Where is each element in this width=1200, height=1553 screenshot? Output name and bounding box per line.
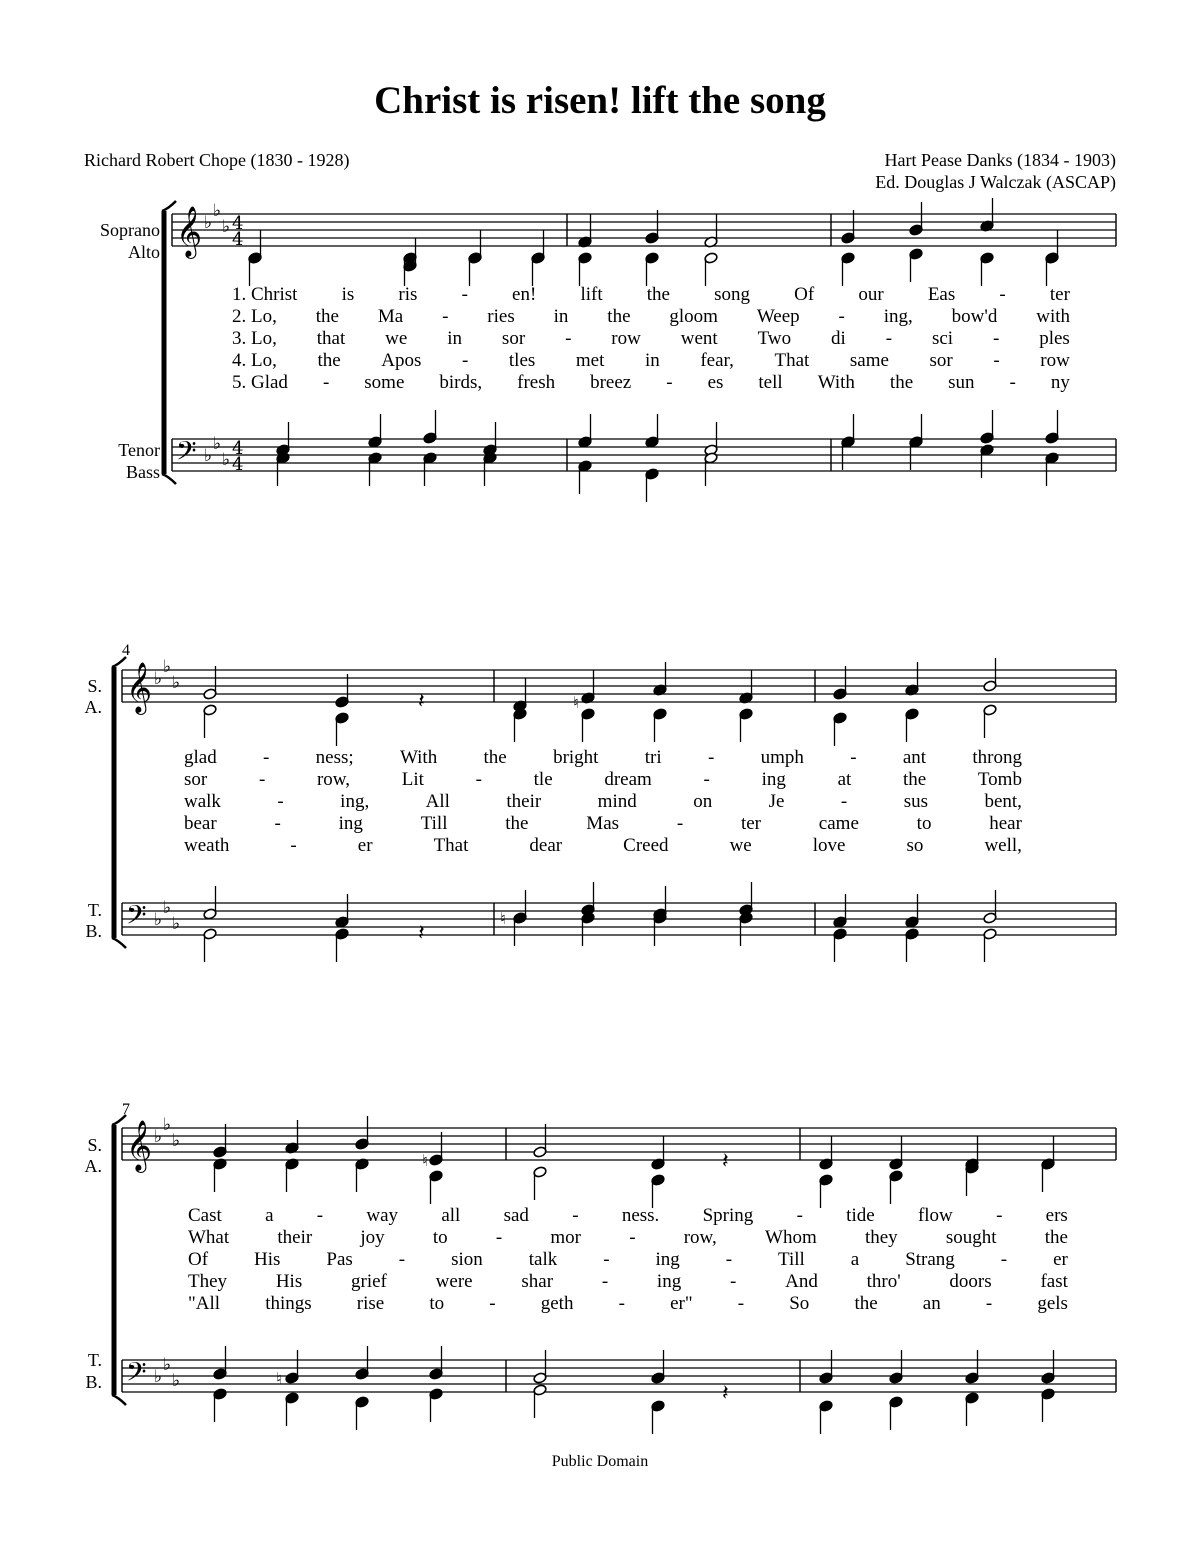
- lyric-syllable: With: [817, 372, 855, 393]
- lyric-syllable: the: [317, 350, 341, 371]
- measure-number: 7: [122, 1101, 130, 1118]
- lyric-syllable: a: [850, 1249, 860, 1270]
- lyric-syllable: row: [1040, 350, 1070, 371]
- lyric-syllable: en!: [512, 284, 537, 305]
- lyric-syllable: With: [399, 747, 438, 768]
- bracket-hook: [112, 1115, 126, 1125]
- flat-icon: ♭: [172, 673, 181, 693]
- lyric-syllable: -: [985, 1293, 993, 1314]
- lyric-syllable: ter: [740, 813, 761, 834]
- bass-clef-icon: 𝄢: [126, 899, 147, 937]
- lyric-syllable: -: [398, 1249, 406, 1270]
- lyric-line: [184, 813, 1022, 835]
- treble-clef-icon: 𝄞: [176, 206, 203, 257]
- lyric-syllable: -: [565, 328, 572, 349]
- lyric-line: [232, 372, 1070, 394]
- lyric-syllable: -: [263, 747, 270, 768]
- flat-icon: ♭: [213, 434, 222, 454]
- lyric-syllable: -: [840, 791, 848, 812]
- lyric-syllable: -: [850, 747, 857, 768]
- lyric-syllable: ny: [1050, 372, 1070, 393]
- lyric-syllable: well,: [984, 835, 1022, 856]
- lyric-syllable: Strang: [905, 1249, 955, 1270]
- bass-label: Bass: [125, 462, 160, 482]
- flat-icon: ♭: [163, 1355, 172, 1375]
- lyric-line: [232, 306, 1070, 328]
- lyric-syllable: ing: [338, 813, 363, 834]
- flat-icon: ♭: [154, 1367, 163, 1387]
- lyric-syllable: sor: [929, 350, 953, 371]
- lyric-syllable: at: [837, 769, 852, 790]
- lyric-syllable: Spring: [702, 1205, 754, 1226]
- lyric-syllable: Of: [188, 1249, 209, 1270]
- lyric-syllable: What: [188, 1227, 230, 1248]
- flat-icon: ♭: [204, 446, 213, 466]
- lyric-syllable: sought: [945, 1227, 997, 1248]
- lyric-syllable: talk: [528, 1249, 558, 1270]
- lyric-syllable: the: [505, 813, 529, 834]
- lyric-syllable: -: [729, 1271, 737, 1292]
- lyric-syllable: tle: [533, 769, 553, 790]
- tenor-label: Tenor: [118, 440, 160, 460]
- lyric-syllable: -: [290, 835, 297, 856]
- flat-icon: ♭: [172, 1131, 181, 1151]
- lyric-syllable: fresh: [517, 372, 556, 393]
- quarter-rest-icon: 𝄽: [418, 921, 425, 946]
- lyric-syllable: -: [322, 372, 330, 393]
- lyric-syllable: -: [703, 769, 710, 790]
- lyric-syllable: -: [461, 350, 469, 371]
- flat-icon: ♭: [213, 201, 222, 221]
- lyric-syllable: es: [707, 372, 724, 393]
- lyric-syllable: grief: [351, 1271, 387, 1292]
- lyric-syllable: ing,: [340, 791, 370, 812]
- copyright-footer: Public Domain: [551, 1453, 649, 1470]
- bass-abbr-label: B.: [85, 1372, 102, 1392]
- lyric-syllable: lift: [580, 284, 603, 305]
- lyric-syllable: 3. Lo,: [232, 328, 277, 349]
- lyric-syllable: -: [277, 791, 284, 812]
- lyric-syllable: doors: [949, 1271, 992, 1292]
- lyric-syllable: sor: [501, 328, 526, 349]
- lyric-syllable: row: [611, 328, 641, 349]
- lyric-syllable: to: [429, 1293, 445, 1314]
- lyric-syllable: That: [774, 350, 810, 371]
- alto-abbr-label: A.: [84, 697, 102, 717]
- lyric-syllable: their: [277, 1227, 313, 1248]
- lyric-syllable: mind: [597, 791, 637, 812]
- lyric-syllable: Till: [778, 1249, 805, 1270]
- lyric-syllable: -: [618, 1293, 625, 1314]
- lyric-syllable: Ma: [377, 306, 404, 327]
- lyric-syllable: fast: [1040, 1271, 1068, 1292]
- lyric-syllable: sun: [948, 372, 975, 393]
- lyric-syllable: -: [737, 1293, 745, 1314]
- lyric-syllable: -: [838, 306, 845, 327]
- lyric-syllable: -: [629, 1227, 636, 1248]
- time-signature-numerator: 4: [232, 438, 244, 459]
- lyric-syllable: ing: [761, 769, 786, 790]
- lyric-syllable: umph: [760, 747, 804, 768]
- lyric-syllable: sus: [903, 791, 928, 812]
- lyric-syllable: rise: [356, 1293, 385, 1314]
- soprano-abbr-label: S.: [87, 676, 102, 696]
- lyric-syllable: Of: [794, 284, 815, 305]
- flat-icon: ♭: [204, 213, 213, 233]
- soprano-abbr-label: S.: [87, 1135, 102, 1155]
- bass-clef-icon: 𝄢: [176, 435, 197, 473]
- bass-clef-icon: 𝄢: [126, 1356, 147, 1394]
- lyric-syllable: ness.: [621, 1205, 660, 1226]
- lyric-syllable: -: [992, 328, 1000, 349]
- lyric-syllable: walk: [184, 791, 221, 812]
- lyric-syllable: ing: [656, 1271, 682, 1292]
- lyric-syllable: "All: [188, 1293, 221, 1314]
- lyric-syllable: Pas: [326, 1249, 353, 1270]
- lyric-syllable: -: [1009, 372, 1016, 393]
- lyric-syllable: 1. Christ: [232, 284, 298, 305]
- flat-icon: ♭: [163, 898, 172, 918]
- lyric-syllable: Lit: [401, 769, 424, 790]
- lyric-syllable: mor: [550, 1227, 581, 1248]
- lyric-syllable: tri: [644, 747, 662, 768]
- lyric-syllable: 4. Lo,: [232, 350, 277, 371]
- lyric-syllable: breez: [590, 372, 632, 393]
- lyric-syllable: the: [607, 306, 631, 327]
- lyric-syllable: er": [670, 1293, 693, 1314]
- flat-icon: ♭: [163, 1115, 172, 1135]
- lyric-syllable: some: [364, 372, 405, 393]
- lyric-syllable: came: [818, 813, 859, 834]
- lyric-syllable: their: [506, 791, 542, 812]
- bracket-hook: [112, 657, 126, 667]
- poet-credit: Hart Pease Danks (1834 - 1903): [884, 150, 1116, 170]
- lyric-syllable: ers: [1045, 1205, 1068, 1226]
- tenor-abbr-label: T.: [87, 1350, 102, 1370]
- lyric-syllable: Apos: [381, 350, 422, 371]
- lyric-line: [188, 1227, 1068, 1249]
- lyric-syllable: that: [316, 328, 346, 349]
- lyric-syllable: dream: [604, 769, 652, 790]
- lyric-syllable: They: [188, 1271, 228, 1292]
- lyric-line: [184, 769, 1022, 791]
- lyric-syllable: -: [495, 1227, 503, 1248]
- lyric-syllable: joy: [360, 1227, 385, 1248]
- bracket-hook: [162, 201, 176, 211]
- soprano-label: Soprano: [100, 220, 160, 240]
- lyric-syllable: the: [902, 769, 927, 790]
- natural-icon: ♮: [276, 1369, 282, 1388]
- flat-icon: ♭: [154, 910, 163, 930]
- lyric-syllable: throng: [972, 747, 1022, 768]
- time-signature-numerator: 4: [232, 213, 244, 234]
- lyric-syllable: we: [729, 835, 752, 856]
- lyric-syllable: row,: [316, 769, 351, 790]
- lyric-syllable: we: [385, 328, 408, 349]
- lyric-syllable: -: [885, 328, 893, 349]
- lyric-syllable: in: [553, 306, 569, 327]
- alto-label: Alto: [127, 242, 160, 262]
- tenor-abbr-label: T.: [87, 900, 102, 920]
- lyric-syllable: -: [274, 813, 281, 834]
- lyric-syllable: Je: [768, 791, 785, 812]
- lyric-syllable: 2. Lo,: [232, 306, 277, 327]
- lyric-syllable: things: [265, 1293, 312, 1314]
- lyric-syllable: ing,: [883, 306, 913, 327]
- time-signature-denominator: 4: [232, 229, 244, 250]
- lyric-syllable: 5. Glad: [232, 372, 288, 393]
- lyric-syllable: di: [831, 328, 846, 349]
- lyric-syllable: -: [489, 1293, 496, 1314]
- lyric-syllable: gloom: [669, 306, 718, 327]
- lyric-syllable: er: [357, 835, 373, 856]
- lyric-syllable: in: [447, 328, 463, 349]
- lyric-syllable: in: [644, 350, 660, 371]
- lyric-syllable: shar: [521, 1271, 554, 1292]
- quarter-rest-icon: 𝄽: [722, 1381, 729, 1406]
- lyric-line: [184, 835, 1022, 857]
- lyric-syllable: were: [435, 1271, 473, 1292]
- lyric-syllable: the: [483, 747, 507, 768]
- lyric-syllable: to: [432, 1227, 448, 1248]
- lyric-syllable: went: [680, 328, 718, 349]
- lyric-syllable: birds,: [439, 372, 483, 393]
- alto-abbr-label: A.: [84, 1156, 102, 1176]
- lyric-syllable: bow'd: [951, 306, 998, 327]
- lyric-syllable: er: [1053, 1249, 1068, 1270]
- song-title: Christ is risen! lift the song: [374, 79, 826, 122]
- lyric-syllable: -: [725, 1249, 733, 1270]
- lyric-syllable: -: [475, 769, 482, 790]
- lyric-syllable: tell: [758, 372, 783, 393]
- lyric-syllable: all: [441, 1205, 461, 1226]
- lyric-syllable: way: [366, 1205, 399, 1226]
- lyric-syllable: ness;: [315, 747, 354, 768]
- lyric-line: [188, 1293, 1068, 1315]
- lyric-syllable: -: [601, 1271, 609, 1292]
- lyric-syllable: Eas: [927, 284, 956, 305]
- lyric-syllable: is: [341, 284, 355, 305]
- flat-icon: ♭: [154, 669, 163, 689]
- lyric-syllable: our: [858, 284, 884, 305]
- lyric-syllable: love: [812, 835, 846, 856]
- lyric-line: [188, 1205, 1068, 1227]
- lyric-syllable: the: [854, 1293, 878, 1314]
- lyric-line: [232, 328, 1070, 350]
- lyric-syllable: to: [916, 813, 932, 834]
- lyric-syllable: they: [864, 1227, 898, 1248]
- lyric-syllable: And: [785, 1271, 818, 1292]
- lyric-syllable: the: [315, 306, 339, 327]
- flat-icon: ♭: [154, 1127, 163, 1147]
- lyric-syllable: tide: [846, 1205, 875, 1226]
- lyric-syllable: Weep: [756, 306, 800, 327]
- lyric-syllable: row,: [683, 1227, 717, 1248]
- lyric-syllable: -: [707, 747, 715, 768]
- lyric-syllable: a: [265, 1205, 274, 1226]
- lyric-syllable: the: [1044, 1227, 1068, 1248]
- natural-icon: ♮: [500, 909, 506, 928]
- lyric-syllable: Mas: [586, 813, 620, 834]
- lyric-syllable: fear,: [700, 350, 734, 371]
- lyric-syllable: bright: [553, 747, 599, 768]
- lyric-syllable: Cast: [188, 1205, 222, 1226]
- treble-clef-icon: 𝄞: [126, 662, 153, 713]
- lyric-syllable: -: [603, 1249, 610, 1270]
- lyric-syllable: So: [789, 1293, 810, 1314]
- treble-clef-icon: 𝄞: [126, 1120, 153, 1171]
- flat-icon: ♭: [163, 657, 172, 677]
- lyric-syllable: the: [889, 372, 914, 393]
- lyric-syllable: -: [258, 769, 266, 790]
- quarter-rest-icon: 𝄽: [418, 689, 425, 714]
- lyric-syllable: tles: [508, 350, 536, 371]
- quarter-rest-icon: 𝄽: [722, 1149, 729, 1174]
- lyric-syllable: dear: [529, 835, 563, 856]
- lyric-syllable: Two: [757, 328, 792, 349]
- lyric-syllable: ter: [1049, 284, 1070, 305]
- lyric-syllable: ries: [487, 306, 515, 327]
- lyric-syllable: Tomb: [977, 769, 1022, 790]
- lyric-syllable: That: [433, 835, 469, 856]
- lyric-syllable: -: [676, 813, 684, 834]
- lyric-syllable: sor: [184, 769, 208, 790]
- lyric-syllable: -: [316, 1205, 324, 1226]
- lyric-syllable: ris: [398, 284, 418, 305]
- lyric-line: [184, 791, 1022, 813]
- natural-icon: ♮: [573, 693, 579, 712]
- bracket-hook: [162, 474, 176, 484]
- lyric-syllable: same: [849, 350, 889, 371]
- bracket-hook: [112, 938, 126, 948]
- lyric-syllable: song: [714, 284, 751, 305]
- lyric-syllable: -: [996, 1205, 1003, 1226]
- lyric-syllable: -: [796, 1205, 803, 1226]
- lyric-syllable: Whom: [765, 1227, 817, 1248]
- lyric-syllable: flow: [917, 1205, 953, 1226]
- lyric-syllable: -: [999, 284, 1006, 305]
- lyric-syllable: on: [693, 791, 713, 812]
- lyric-syllable: bent,: [984, 791, 1022, 812]
- lyric-syllable: gels: [1037, 1293, 1068, 1314]
- lyric-syllable: sci: [931, 328, 954, 349]
- flat-icon: ♭: [172, 1371, 181, 1391]
- lyric-syllable: bear: [184, 813, 217, 834]
- lyric-syllable: geth: [540, 1293, 574, 1314]
- editor-credit: Ed. Douglas J Walczak (ASCAP): [875, 172, 1116, 192]
- lyric-syllable: -: [1000, 1249, 1008, 1270]
- lyric-line: [188, 1271, 1068, 1293]
- lyric-syllable: hear: [989, 813, 1022, 834]
- lyric-line: [188, 1249, 1068, 1271]
- measure-number: 4: [122, 642, 130, 659]
- lyric-syllable: glad: [184, 747, 217, 768]
- lyric-syllable: His: [275, 1271, 303, 1292]
- flat-icon: ♭: [172, 914, 181, 934]
- lyric-syllable: ant: [902, 747, 927, 768]
- lyric-syllable: so: [906, 835, 924, 856]
- lyric-syllable: an: [922, 1293, 941, 1314]
- flat-icon: ♭: [222, 450, 231, 470]
- lyric-syllable: -: [461, 284, 468, 305]
- lyric-syllable: All: [425, 791, 450, 812]
- lyric-line: [232, 350, 1070, 372]
- lyric-syllable: ing: [655, 1249, 680, 1270]
- natural-icon: ♮: [422, 1151, 428, 1170]
- lyric-syllable: met: [575, 350, 605, 371]
- time-signature-denominator: 4: [232, 454, 244, 475]
- composer-credit: Richard Robert Chope (1830 - 1928): [84, 150, 350, 170]
- bass-abbr-label: B.: [85, 921, 102, 941]
- lyric-line: [184, 747, 1022, 769]
- lyric-syllable: Till: [420, 813, 448, 834]
- lyric-syllable: with: [1036, 306, 1070, 327]
- lyric-syllable: -: [442, 306, 449, 327]
- lyric-syllable: His: [254, 1249, 281, 1270]
- lyric-syllable: thro': [866, 1271, 901, 1292]
- lyric-syllable: ples: [1039, 328, 1070, 349]
- lyric-syllable: -: [666, 372, 673, 393]
- lyric-syllable: sion: [451, 1249, 483, 1270]
- lyric-line: [232, 284, 1070, 306]
- lyric-syllable: -: [572, 1205, 579, 1226]
- lyric-syllable: -: [993, 350, 1000, 371]
- lyric-syllable: weath: [184, 835, 230, 856]
- flat-icon: ♭: [222, 217, 231, 237]
- lyric-syllable: Creed: [623, 835, 669, 856]
- lyric-syllable: sad: [503, 1205, 529, 1226]
- lyric-syllable: the: [646, 284, 670, 305]
- bracket-hook: [112, 1395, 126, 1405]
